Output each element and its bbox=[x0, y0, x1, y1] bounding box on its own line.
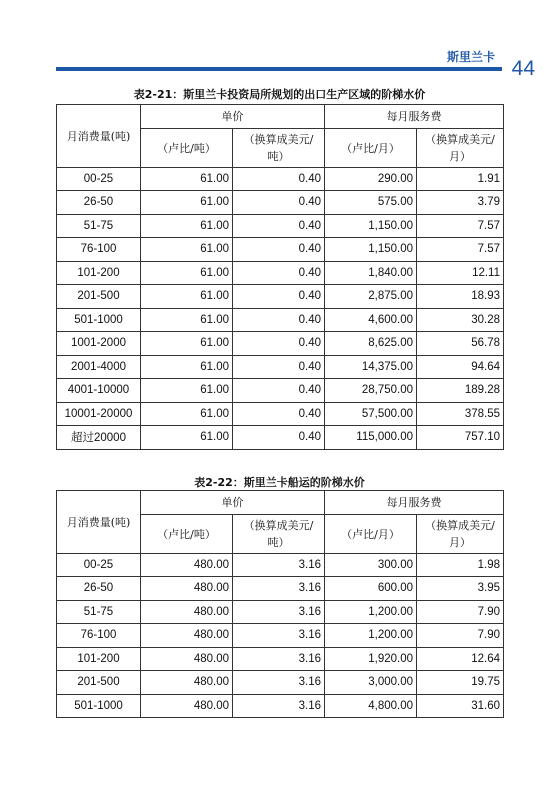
unit-price-usd-cell: 0.40 bbox=[233, 285, 325, 309]
table-1-caption: 表2-21：斯里兰卡投资局所规划的出口生产区域的阶梯水价 bbox=[133, 88, 426, 101]
monthly-fee-lkr-cell: 8,625.00 bbox=[325, 332, 417, 356]
unit-price-lkr-cell: 61.00 bbox=[141, 214, 233, 238]
unit-price-lkr-cell: 480.00 bbox=[141, 553, 233, 577]
subheader-lkr-per-ton: （卢比/吨） bbox=[141, 128, 233, 167]
monthly-fee-usd-cell: 757.10 bbox=[417, 426, 504, 450]
unit-price-usd-cell: 0.40 bbox=[233, 402, 325, 426]
header-monthly-fee: 每月服务费 bbox=[325, 105, 504, 129]
subheader-usd-line2: 吨） bbox=[267, 535, 290, 549]
monthly-fee-lkr-cell: 290.00 bbox=[325, 167, 417, 191]
table-row bbox=[57, 191, 504, 215]
monthly-fee-usd-cell: 7.57 bbox=[417, 238, 504, 262]
monthly-fee-lkr-cell: 300.00 bbox=[325, 553, 417, 577]
consumption-cell: 00-25 bbox=[57, 553, 141, 577]
unit-price-lkr-cell: 61.00 bbox=[141, 402, 233, 426]
consumption-cell: 超过20000 bbox=[57, 426, 141, 450]
consumption-cell: 101-200 bbox=[57, 261, 141, 285]
unit-price-lkr-cell: 61.00 bbox=[141, 238, 233, 262]
header-unit-price: 单价 bbox=[141, 491, 325, 515]
monthly-fee-usd-cell: 378.55 bbox=[417, 402, 504, 426]
table-row bbox=[57, 694, 504, 718]
monthly-fee-usd-cell: 19.75 bbox=[417, 671, 504, 695]
header-unit-price: 单价 bbox=[141, 105, 325, 129]
consumption-cell: 10001-20000 bbox=[57, 402, 141, 426]
table-row bbox=[57, 308, 504, 332]
unit-price-usd-cell: 0.40 bbox=[233, 191, 325, 215]
table-row bbox=[57, 238, 504, 262]
subheader-usd-line1: （换算成美元/ bbox=[425, 132, 495, 146]
table-2-caption: 表2-22：斯里兰卡船运的阶梯水价 bbox=[194, 476, 365, 489]
subheader-lkr-per-ton: （卢比/吨） bbox=[141, 514, 233, 553]
unit-price-lkr-cell: 61.00 bbox=[141, 332, 233, 356]
monthly-fee-lkr-cell: 1,840.00 bbox=[325, 261, 417, 285]
unit-price-usd-cell: 3.16 bbox=[233, 647, 325, 671]
unit-price-lkr-cell: 61.00 bbox=[141, 167, 233, 191]
monthly-fee-usd-cell: 7.57 bbox=[417, 214, 504, 238]
unit-price-lkr-cell: 61.00 bbox=[141, 426, 233, 450]
unit-price-usd-cell: 0.40 bbox=[233, 261, 325, 285]
monthly-fee-lkr-cell: 1,920.00 bbox=[325, 647, 417, 671]
unit-price-lkr-cell: 61.00 bbox=[141, 285, 233, 309]
table-row bbox=[57, 167, 504, 191]
monthly-fee-lkr-cell: 3,000.00 bbox=[325, 671, 417, 695]
monthly-fee-usd-cell: 18.93 bbox=[417, 285, 504, 309]
monthly-fee-lkr-cell: 28,750.00 bbox=[325, 379, 417, 403]
subheader-usd-line1: （换算成美元/ bbox=[243, 132, 314, 146]
unit-price-lkr-cell: 480.00 bbox=[141, 600, 233, 624]
table-1 bbox=[56, 104, 504, 450]
header-consumption: 月消费量(吨) bbox=[57, 491, 141, 554]
monthly-fee-lkr-cell: 1,200.00 bbox=[325, 624, 417, 648]
subheader-usd-line2: 月） bbox=[449, 149, 471, 163]
unit-price-lkr-cell: 61.00 bbox=[141, 379, 233, 403]
table-2 bbox=[56, 490, 504, 718]
consumption-cell: 26-50 bbox=[57, 191, 141, 215]
consumption-cell: 00-25 bbox=[57, 167, 141, 191]
table-row bbox=[57, 577, 504, 601]
table-row bbox=[57, 647, 504, 671]
table-row bbox=[57, 426, 504, 450]
consumption-cell: 101-200 bbox=[57, 647, 141, 671]
table-row bbox=[57, 355, 504, 379]
page-number: 44 bbox=[511, 57, 535, 80]
unit-price-usd-cell: 3.16 bbox=[233, 694, 325, 718]
header-monthly-fee: 每月服务费 bbox=[325, 491, 504, 515]
monthly-fee-usd-cell: 12.64 bbox=[417, 647, 504, 671]
monthly-fee-usd-cell: 189.28 bbox=[417, 379, 504, 403]
unit-price-lkr-cell: 480.00 bbox=[141, 624, 233, 648]
unit-price-lkr-cell: 480.00 bbox=[141, 694, 233, 718]
table-row bbox=[57, 553, 504, 577]
monthly-fee-lkr-cell: 600.00 bbox=[325, 577, 417, 601]
unit-price-usd-cell: 0.40 bbox=[233, 308, 325, 332]
unit-price-lkr-cell: 480.00 bbox=[141, 577, 233, 601]
consumption-cell: 201-500 bbox=[57, 285, 141, 309]
table-row bbox=[57, 624, 504, 648]
unit-price-usd-cell: 0.40 bbox=[233, 332, 325, 356]
consumption-cell: 1001-2000 bbox=[57, 332, 141, 356]
subheader-usd-line2: 月） bbox=[449, 535, 471, 549]
unit-price-usd-cell: 0.40 bbox=[233, 167, 325, 191]
header-consumption: 月消费量(吨) bbox=[57, 105, 141, 168]
consumption-cell: 2001-4000 bbox=[57, 355, 141, 379]
monthly-fee-usd-cell: 3.95 bbox=[417, 577, 504, 601]
unit-price-lkr-cell: 480.00 bbox=[141, 647, 233, 671]
monthly-fee-lkr-cell: 1,200.00 bbox=[325, 600, 417, 624]
subheader-usd-per-month bbox=[417, 128, 504, 167]
consumption-cell: 501-1000 bbox=[57, 308, 141, 332]
consumption-cell: 201-500 bbox=[57, 671, 141, 695]
header-rule bbox=[56, 67, 502, 71]
monthly-fee-usd-cell: 7.90 bbox=[417, 600, 504, 624]
table-row bbox=[57, 600, 504, 624]
monthly-fee-lkr-cell: 1,150.00 bbox=[325, 238, 417, 262]
monthly-fee-lkr-cell: 115,000.00 bbox=[325, 426, 417, 450]
subheader-lkr-per-month: （卢比/月） bbox=[325, 514, 417, 553]
unit-price-lkr-cell: 61.00 bbox=[141, 261, 233, 285]
consumption-cell: 4001-10000 bbox=[57, 379, 141, 403]
consumption-cell: 26-50 bbox=[57, 577, 141, 601]
monthly-fee-usd-cell: 1.98 bbox=[417, 553, 504, 577]
subheader-usd-per-ton bbox=[233, 514, 325, 553]
unit-price-usd-cell: 0.40 bbox=[233, 238, 325, 262]
subheader-usd-line2: 吨） bbox=[267, 149, 290, 163]
consumption-cell: 51-75 bbox=[57, 600, 141, 624]
monthly-fee-lkr-cell: 2,875.00 bbox=[325, 285, 417, 309]
unit-price-lkr-cell: 480.00 bbox=[141, 671, 233, 695]
subheader-usd-per-ton bbox=[233, 128, 325, 167]
monthly-fee-usd-cell: 12.11 bbox=[417, 261, 504, 285]
unit-price-usd-cell: 3.16 bbox=[233, 600, 325, 624]
table-row bbox=[57, 379, 504, 403]
unit-price-usd-cell: 3.16 bbox=[233, 671, 325, 695]
unit-price-lkr-cell: 61.00 bbox=[141, 355, 233, 379]
subheader-lkr-per-month: （卢比/月） bbox=[325, 128, 417, 167]
unit-price-lkr-cell: 61.00 bbox=[141, 308, 233, 332]
consumption-cell: 51-75 bbox=[57, 214, 141, 238]
subheader-usd-line1: （换算成美元/ bbox=[425, 518, 495, 532]
monthly-fee-lkr-cell: 57,500.00 bbox=[325, 402, 417, 426]
unit-price-usd-cell: 0.40 bbox=[233, 379, 325, 403]
table-row bbox=[57, 402, 504, 426]
monthly-fee-usd-cell: 31.60 bbox=[417, 694, 504, 718]
consumption-cell: 76-100 bbox=[57, 238, 141, 262]
unit-price-usd-cell: 0.40 bbox=[233, 426, 325, 450]
unit-price-usd-cell: 0.40 bbox=[233, 214, 325, 238]
running-header-title: 斯里兰卡 bbox=[446, 50, 495, 64]
unit-price-lkr-cell: 61.00 bbox=[141, 191, 233, 215]
monthly-fee-lkr-cell: 4,600.00 bbox=[325, 308, 417, 332]
monthly-fee-usd-cell: 3.79 bbox=[417, 191, 504, 215]
unit-price-usd-cell: 3.16 bbox=[233, 624, 325, 648]
table-row bbox=[57, 332, 504, 356]
consumption-cell: 501-1000 bbox=[57, 694, 141, 718]
unit-price-usd-cell: 3.16 bbox=[233, 553, 325, 577]
table-row bbox=[57, 261, 504, 285]
monthly-fee-lkr-cell: 1,150.00 bbox=[325, 214, 417, 238]
subheader-usd-line1: （换算成美元/ bbox=[243, 518, 314, 532]
monthly-fee-lkr-cell: 4,800.00 bbox=[325, 694, 417, 718]
monthly-fee-lkr-cell: 575.00 bbox=[325, 191, 417, 215]
monthly-fee-lkr-cell: 14,375.00 bbox=[325, 355, 417, 379]
consumption-cell: 76-100 bbox=[57, 624, 141, 648]
monthly-fee-usd-cell: 56.78 bbox=[417, 332, 504, 356]
unit-price-usd-cell: 3.16 bbox=[233, 577, 325, 601]
monthly-fee-usd-cell: 1.91 bbox=[417, 167, 504, 191]
monthly-fee-usd-cell: 7.90 bbox=[417, 624, 504, 648]
monthly-fee-usd-cell: 30.28 bbox=[417, 308, 504, 332]
table-row bbox=[57, 285, 504, 309]
subheader-usd-per-month bbox=[417, 514, 504, 553]
monthly-fee-usd-cell: 94.64 bbox=[417, 355, 504, 379]
table-row bbox=[57, 671, 504, 695]
unit-price-usd-cell: 0.40 bbox=[233, 355, 325, 379]
table-row bbox=[57, 214, 504, 238]
